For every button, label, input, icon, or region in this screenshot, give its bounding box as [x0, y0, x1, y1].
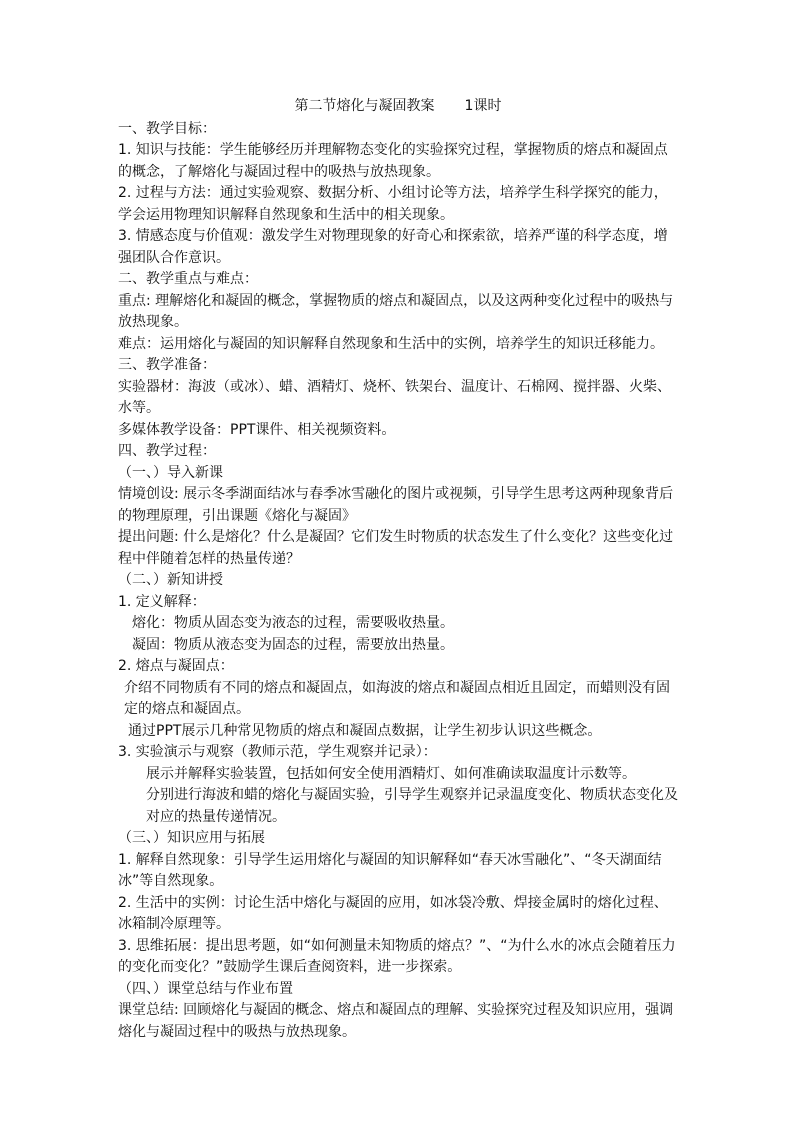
- doc-title: 第二节熔化与凝固教案: [294, 98, 435, 114]
- paragraph: 展示并解释实验装置，包括如何安全使用酒精灯、如何准确读取温度计示数等。: [146, 765, 636, 782]
- paragraph: 课堂总结: 回顾熔化与凝固的概念、熔点和凝固点的理解、实验探究过程及知识应用，强调熔化与凝固过程中的吸热与放热现象。: [118, 1002, 674, 1040]
- paragraph: 难点：运用熔化与凝固的知识解释自然现象和生活中的实例，培养学生的知识迁移能力。: [118, 335, 664, 352]
- definition-item: 凝固：物质从液态变为固态的过程，需要放出热量。: [132, 636, 454, 653]
- section-heading: 一、教学目标：: [118, 120, 216, 137]
- paragraph: 3. 思维拓展：提出思考题，如“如何测量未知物质的熔点？”、“为什么水的冰点会随着压力的变化而变化？”鼓励学生课后查阅资料，进一步探索。: [118, 937, 676, 975]
- subsection-heading: （三、）知识应用与拓展: [118, 830, 265, 846]
- paragraph: 3. 情感态度与价值观：激发学生对物理现象的好奇心和探索欲，培养严谨的科学态度，增强团队合作意识。: [118, 228, 668, 266]
- document-page: [118, 96, 678, 1043]
- paragraph: 1. 知识与技能：学生能够经历并理解物态变化的实验探究过程，掌握物质的熔点和凝固点的概念，了解熔化与凝固过程中的吸热与放热现象。: [118, 142, 668, 180]
- paragraph: 1. 解释自然现象：引导学生运用熔化与凝固的知识解释如“春天冰雪融化”、“冬天湖面结冰”等自然现象。: [118, 851, 662, 889]
- paragraph: 实验器材：海波（或冰）、蜡、酒精灯、烧杯、铁架台、温度计、石棉网、搅拌器、火柴、水等。: [118, 378, 671, 416]
- subsection-heading: （二、）新知讲授: [118, 572, 223, 588]
- subsection-heading: （一、）导入新课: [118, 464, 223, 481]
- paragraph: 2. 过程与方法：通过实验观察、数据分析、小组讨论等方法，培养学生科学探究的能力，学会运用物理知识解释自然现象和生活中的相关现象。: [118, 185, 668, 223]
- section-heading: 四、教学过程：: [118, 443, 216, 459]
- paragraph: 提出问题: 什么是熔化？什么是凝固？它们发生时物质的状态发生了什么变化？这些变化过程中伴随着怎样的热量传递？: [118, 529, 674, 567]
- section-heading: 二、教学重点与难点：: [118, 271, 258, 287]
- paragraph: 多媒体教学设备：PPT课件、相关视频资料。: [118, 421, 396, 438]
- paragraph: 情境创设: 展示冬季湖面结冰与春季冰雪融化的图片或视频，引导学生思考这两种现象背后的物理原理，引出课题《熔化与凝固》: [118, 486, 674, 524]
- list-item: 2. 熔点与凝固点：: [118, 658, 234, 674]
- list-item: 1. 定义解释：: [118, 593, 206, 610]
- doc-title-line: [118, 96, 678, 118]
- lesson-count: 1课时: [464, 98, 502, 114]
- paragraph: 分别进行海波和蜡的熔化与凝固实验，引导学生观察并记录温度变化、物质状态变化及对应的热量传递情况。: [146, 787, 678, 825]
- paragraph: 通过PPT展示几种常见物质的熔点和凝固点数据，让学生初步认识这些概念。: [128, 722, 602, 739]
- definition-item: 熔化：物质从固态变为液态的过程，需要吸收热量。: [132, 615, 454, 631]
- paragraph: 重点: 理解熔化和凝固的概念，掌握物质的熔点和凝固点，以及这两种变化过程中的吸热与放热现象。: [118, 292, 674, 330]
- section-heading: 三、教学准备：: [118, 357, 216, 373]
- list-item: 3. 实验演示与观察（教师示范，学生观察并记录）：: [118, 744, 437, 760]
- subsection-heading: （四、）课堂总结与作业布置: [118, 980, 293, 997]
- paragraph: 介绍不同物质有不同的熔点和凝固点，如海波的熔点和凝固点相近且固定，而蜡则没有固定的熔点和凝固点。: [124, 679, 670, 717]
- paragraph: 2. 生活中的实例：讨论生活中熔化与凝固的应用，如冰袋冷敷、焊接金属时的熔化过程、冰箱制冷原理等。: [118, 894, 668, 932]
